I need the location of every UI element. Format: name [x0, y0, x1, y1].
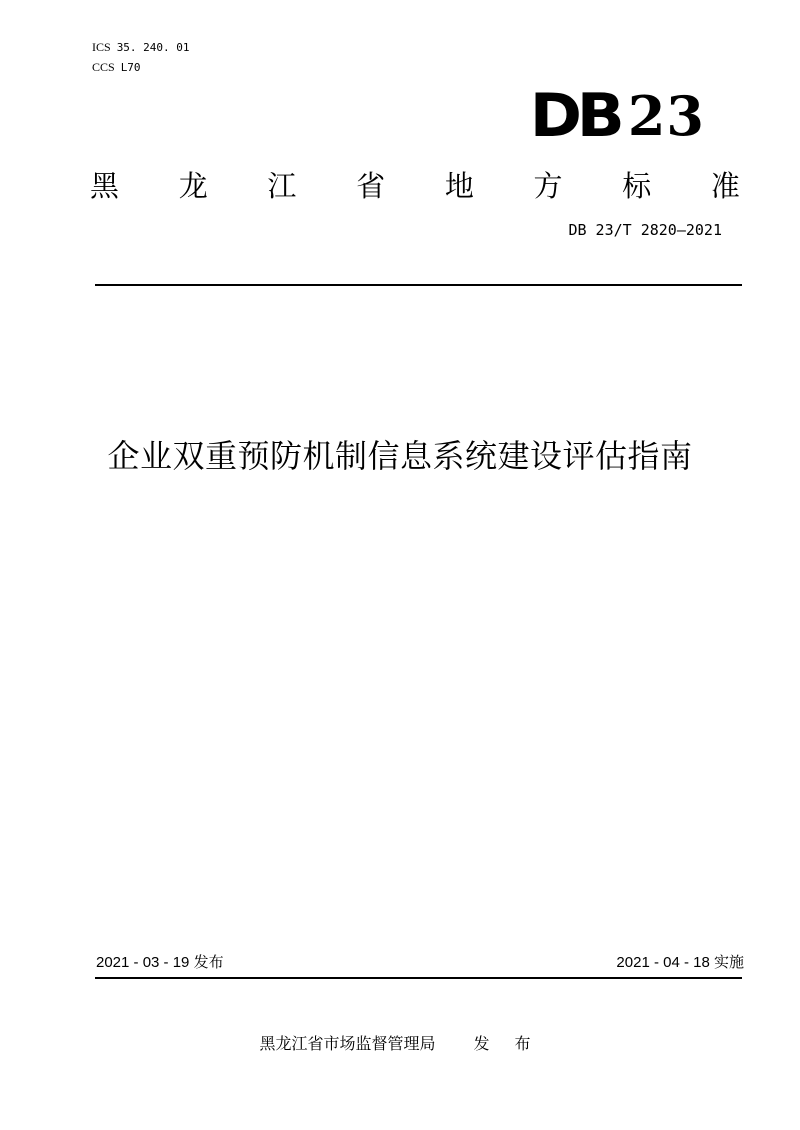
- publisher-line: [0, 1033, 800, 1055]
- header-divider: [95, 284, 742, 286]
- standard-type-char: 龙: [178, 169, 208, 203]
- ccs-classification: [92, 60, 141, 75]
- ccs-label: CCS: [92, 60, 115, 74]
- standard-type-char: 地: [444, 169, 474, 203]
- db-logo-prefix: DB: [530, 81, 620, 151]
- standard-type-char: 省: [356, 169, 386, 203]
- standard-type-char: 黑: [90, 169, 120, 203]
- ccs-value: L70: [120, 61, 141, 74]
- ics-value: 35. 240. 01: [116, 41, 190, 54]
- implementation-date: 2021 - 04 - 18 实施: [616, 954, 744, 971]
- ics-classification: [92, 40, 190, 55]
- standard-type-char: 方: [533, 169, 563, 203]
- db-logo: [530, 81, 705, 151]
- publisher-name: 黑龙江省市场监督管理局: [259, 1034, 436, 1053]
- issue-date: 2021 - 03 - 19 发布: [96, 954, 224, 971]
- standard-type-char: 准: [710, 169, 740, 203]
- ics-label: ICS: [92, 40, 111, 54]
- standard-type-char: 江: [267, 169, 297, 203]
- publish-verb: 发 布: [473, 1034, 541, 1053]
- standard-type-heading: [90, 166, 740, 206]
- footer-divider: [95, 977, 742, 979]
- standard-type-char: 标: [622, 169, 652, 203]
- standard-number: DB 23/T 2820—2021: [568, 221, 722, 239]
- db-logo-region-code: 23: [627, 84, 705, 148]
- document-title: 企业双重预防机制信息系统建设评估指南: [107, 437, 693, 475]
